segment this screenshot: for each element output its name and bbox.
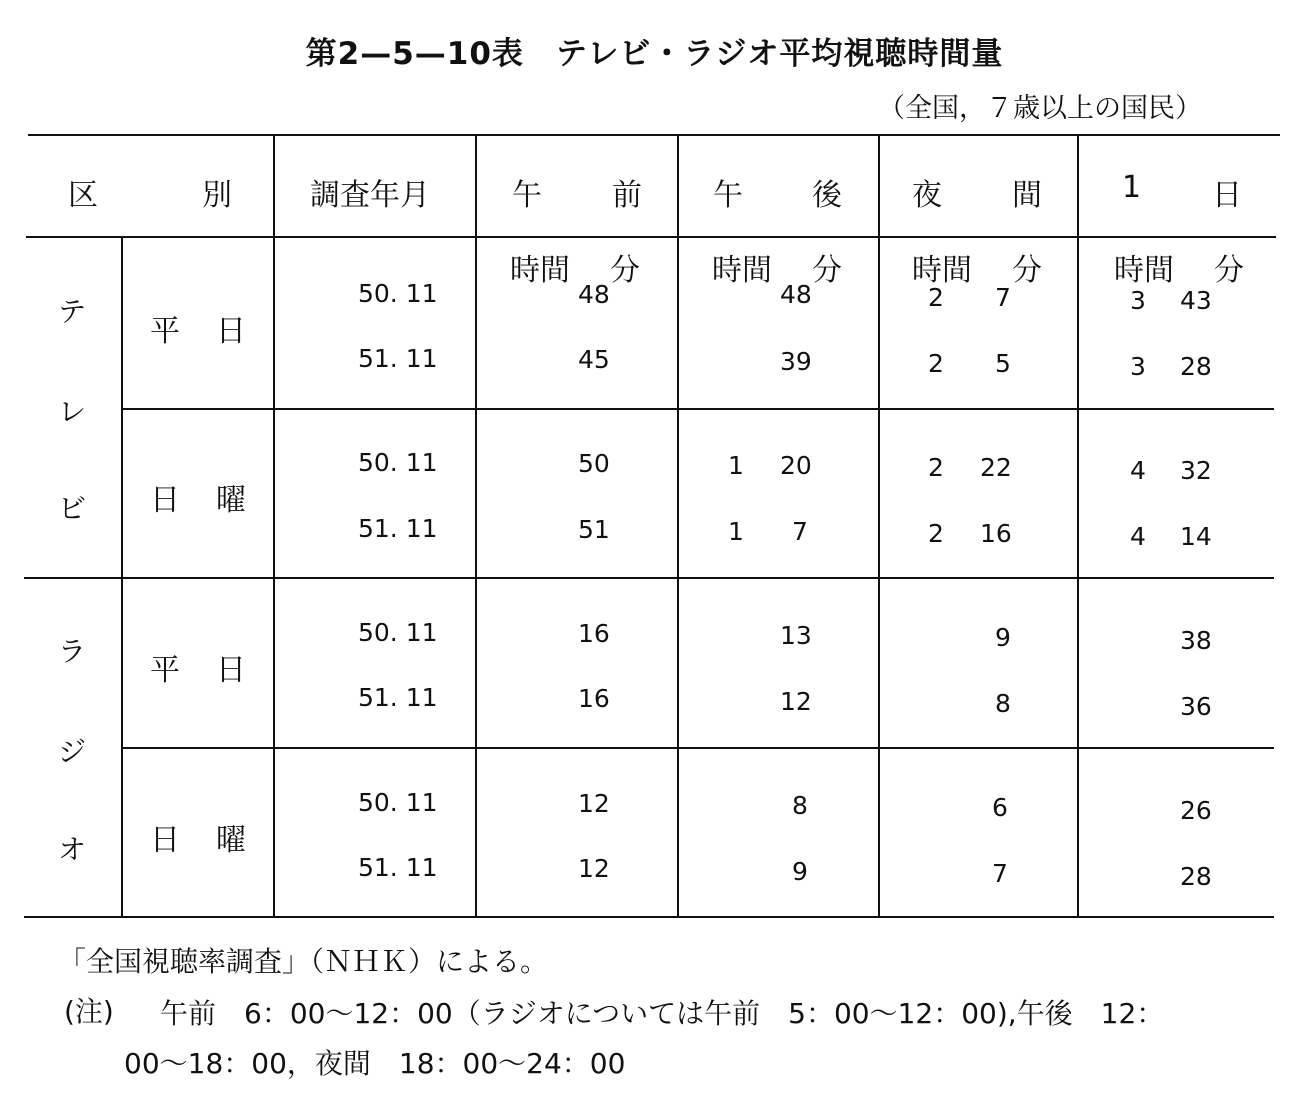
- col-rule-media: [121, 236, 123, 916]
- row-7-day-m: 28: [1180, 862, 1212, 891]
- row-6-pm: 8: [792, 791, 808, 820]
- header-yakan-2: 間: [1012, 178, 1042, 213]
- daytype-tv-sunday-1: 日: [150, 483, 180, 518]
- header-gozen-2: 前: [612, 178, 642, 213]
- row-3-ev-m: 16: [980, 519, 1012, 548]
- daytype-radio-weekday-1: 平: [150, 653, 180, 688]
- rule-tv-mid: [122, 408, 1274, 410]
- header-gogo-1: 午: [713, 178, 743, 213]
- table-title: 第2—5—10表 テレビ・ラジオ平均視聴時間量: [305, 36, 1004, 72]
- unit-gozen-hours: 時間: [510, 253, 570, 288]
- row-3-pm-h: 1: [728, 517, 744, 546]
- header-chosa: 調査年月: [310, 178, 430, 213]
- daytype-tv-sunday-2: 曜: [216, 483, 246, 518]
- row-6-day-m: 26: [1180, 796, 1212, 825]
- header-gogo-2: 後: [812, 178, 842, 213]
- row-7-ev-m: 7: [992, 859, 1008, 888]
- row-1-day-h: 3: [1130, 352, 1146, 381]
- unit-yakan-hours: 時間: [912, 253, 972, 288]
- rule-header-bottom: [26, 236, 1276, 238]
- row-5-ym: 51. 11: [358, 683, 438, 712]
- row-4-ym: 50. 11: [358, 618, 438, 647]
- row-2-day-m: 32: [1180, 456, 1212, 485]
- row-2-ev-m: 22: [980, 453, 1012, 482]
- unit-gozen-minutes: 分: [610, 253, 640, 288]
- row-1-ym: 51. 11: [358, 344, 438, 373]
- row-5-ev-m: 8: [995, 689, 1011, 718]
- daytype-tv-weekday-2: 日: [216, 314, 246, 349]
- media-tv-char-2: レ: [58, 395, 87, 428]
- unit-gogo-minutes: 分: [812, 253, 842, 288]
- row-0-ev-h: 2: [928, 283, 944, 312]
- row-6-ev-m: 6: [992, 793, 1008, 822]
- header-ichinichi-1: 1: [1122, 170, 1142, 205]
- row-3-day-m: 14: [1180, 522, 1212, 551]
- row-0-pm: 48: [780, 280, 812, 309]
- media-tv-char-3: ビ: [58, 492, 87, 525]
- row-2-ev-h: 2: [928, 453, 944, 482]
- row-0-day-m: 43: [1180, 286, 1212, 315]
- row-7-ym: 51. 11: [358, 853, 438, 882]
- row-1-pm: 39: [780, 347, 812, 376]
- row-0-am: 48: [578, 280, 610, 309]
- row-0-ev-m: 7: [995, 283, 1011, 312]
- rule-tv-radio: [24, 577, 1274, 579]
- row-4-day-m: 38: [1180, 626, 1212, 655]
- row-3-pm: 7: [792, 517, 808, 546]
- note-line-2: 00～18：00，夜間 18：00～24：00: [124, 1047, 626, 1080]
- note-label: (注): [64, 995, 114, 1028]
- row-4-pm: 13: [780, 621, 812, 650]
- header-gozen-1: 午: [512, 178, 542, 213]
- daytype-radio-sunday-1: 日: [150, 823, 180, 858]
- col-rule-gozen: [677, 134, 679, 916]
- row-2-day-h: 4: [1130, 456, 1146, 485]
- daytype-radio-weekday-2: 日: [216, 653, 246, 688]
- source-note: 「全国視聴率調査」（ＮＨＫ）による。: [58, 945, 549, 978]
- header-kubetsu-2: 別: [202, 178, 232, 213]
- header-yakan-1: 夜: [912, 178, 942, 213]
- row-2-pm: 20: [780, 451, 812, 480]
- media-radio-char-1: ラ: [58, 635, 87, 668]
- media-tv-char-1: テ: [58, 295, 87, 328]
- row-3-day-h: 4: [1130, 522, 1146, 551]
- col-rule-chosa: [475, 134, 477, 916]
- col-rule-kubetsu: [273, 134, 275, 916]
- header-ichinichi-2: 日: [1212, 178, 1242, 213]
- table-subtitle: （全国，７歳以上の国民）: [878, 93, 1202, 124]
- row-1-am: 45: [578, 345, 610, 374]
- col-rule-gogo: [878, 134, 880, 916]
- row-7-am: 12: [578, 854, 610, 883]
- row-4-ev-m: 9: [995, 623, 1011, 652]
- col-rule-yakan: [1077, 134, 1079, 916]
- rule-top: [28, 134, 1280, 136]
- row-2-pm-h: 1: [728, 451, 744, 480]
- row-2-ym: 50. 11: [358, 448, 438, 477]
- rule-radio-mid: [122, 747, 1274, 749]
- unit-ichinichi-hours: 時間: [1114, 253, 1174, 288]
- row-5-am: 16: [578, 684, 610, 713]
- row-0-ym: 50. 11: [358, 279, 438, 308]
- daytype-radio-sunday-2: 曜: [216, 823, 246, 858]
- row-1-ev-m: 5: [995, 349, 1011, 378]
- row-5-pm: 12: [780, 687, 812, 716]
- row-7-pm: 9: [792, 857, 808, 886]
- row-1-ev-h: 2: [928, 349, 944, 378]
- header-kubetsu-1: 区: [68, 178, 98, 213]
- row-3-am: 51: [578, 515, 610, 544]
- row-1-day-m: 28: [1180, 352, 1212, 381]
- note-line-1: 午前 6：00～12：00（ラジオについては午前 5：00～12：00),午後 12：: [160, 997, 1165, 1030]
- unit-yakan-minutes: 分: [1012, 253, 1042, 288]
- row-6-am: 12: [578, 789, 610, 818]
- unit-gogo-hours: 時間: [712, 253, 772, 288]
- row-0-day-h: 3: [1130, 286, 1146, 315]
- daytype-tv-weekday-1: 平: [150, 314, 180, 349]
- row-3-ym: 51. 11: [358, 514, 438, 543]
- media-radio-char-2: ジ: [58, 735, 87, 768]
- row-4-am: 16: [578, 619, 610, 648]
- unit-ichinichi-minutes: 分: [1214, 253, 1244, 288]
- row-3-ev-h: 2: [928, 519, 944, 548]
- media-radio-char-3: オ: [58, 833, 87, 866]
- row-6-ym: 50. 11: [358, 788, 438, 817]
- row-2-am: 50: [578, 449, 610, 478]
- row-5-day-m: 36: [1180, 692, 1212, 721]
- rule-bottom: [24, 916, 1274, 918]
